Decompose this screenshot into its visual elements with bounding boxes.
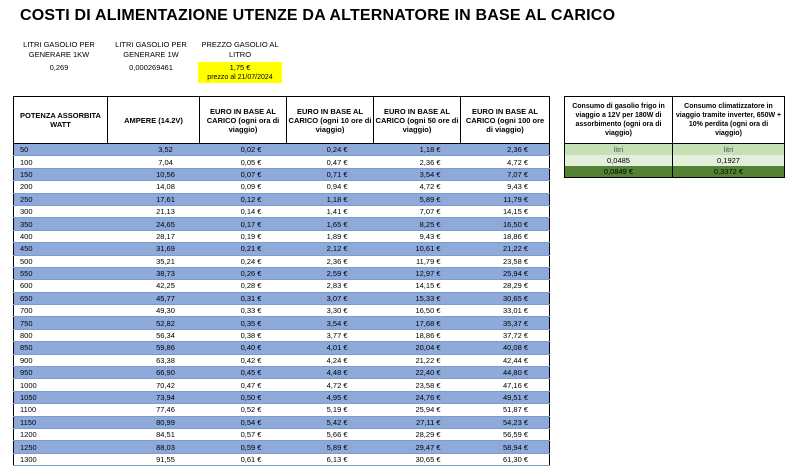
diesel-price-value: 1,75 €: [229, 63, 251, 72]
diesel-price-highlight: [198, 62, 282, 83]
euro-100h-cell: 4,72 €: [461, 156, 550, 168]
euro-10h-cell: 5,89 €: [287, 441, 374, 453]
table-row: [14, 267, 550, 279]
ampere-cell: 63,38: [108, 354, 200, 366]
power-cell: 300: [14, 205, 108, 217]
euro-1h-cell: 0,02 €: [200, 144, 287, 156]
euro-100h-cell: 40,08 €: [461, 342, 550, 354]
euro-10h-cell: 4,01 €: [287, 342, 374, 354]
fridge-liters: 0,0485: [565, 155, 673, 166]
table-row: [14, 193, 550, 205]
power-cell: 550: [14, 267, 108, 279]
liters-per-kw-value: 0,269: [49, 63, 69, 72]
euro-1h-cell: 0,61 €: [200, 453, 287, 465]
euro-100h-cell: 16,50 €: [461, 218, 550, 230]
euro-100h-cell: 33,01 €: [461, 305, 550, 317]
euro-100h-cell: 49,51 €: [461, 391, 550, 403]
euro-100h-cell: 18,86 €: [461, 230, 550, 242]
table-row: [14, 404, 550, 416]
table-row: [14, 181, 550, 193]
euro-10h-cell: 3,54 €: [287, 317, 374, 329]
table-row: [14, 441, 550, 453]
ampere-cell: 3,52: [108, 144, 200, 156]
unit-row: [565, 144, 785, 156]
euro-50h-cell: 5,89 €: [374, 193, 461, 205]
table-row: [14, 379, 550, 391]
euro-1h-cell: 0,50 €: [200, 391, 287, 403]
table-row: [14, 342, 550, 354]
table-row: [14, 367, 550, 379]
power-cell: 450: [14, 243, 108, 255]
table-row: [14, 243, 550, 255]
power-cell: 1050: [14, 391, 108, 403]
diesel-price-date: prezzo al 21/07/2024: [207, 74, 273, 81]
euro-50h-cell: 14,15 €: [374, 280, 461, 292]
euro-10h-cell: 5,19 €: [287, 404, 374, 416]
euro-1h-cell: 0,52 €: [200, 404, 287, 416]
liters-per-w-label: LITRI GASOLIO PER GENERARE 1W: [115, 40, 187, 59]
ampere-cell: 21,13: [108, 205, 200, 217]
euro-50h-cell: 12,97 €: [374, 267, 461, 279]
euro-100h-cell: 21,22 €: [461, 243, 550, 255]
euro-100h-cell: 35,37 €: [461, 317, 550, 329]
euro-10h-cell: 5,66 €: [287, 428, 374, 440]
ampere-cell: 49,30: [108, 305, 200, 317]
ampere-cell: 38,73: [108, 267, 200, 279]
power-cell: 1100: [14, 404, 108, 416]
euro-10h-cell: 1,41 €: [287, 205, 374, 217]
ampere-cell: 80,99: [108, 416, 200, 428]
ampere-cell: 17,61: [108, 193, 200, 205]
euro-1h-cell: 0,38 €: [200, 329, 287, 341]
euro-10h-cell: 2,83 €: [287, 280, 374, 292]
euro-10h-cell: 2,12 €: [287, 243, 374, 255]
euro-50h-cell: 15,33 €: [374, 292, 461, 304]
power-cell: 650: [14, 292, 108, 304]
euro-50h-cell: 9,43 €: [374, 230, 461, 242]
power-cell: 150: [14, 168, 108, 180]
euro-50h-cell: 10,61 €: [374, 243, 461, 255]
euro-10h-cell: 4,48 €: [287, 367, 374, 379]
euro-100h-cell: 54,23 €: [461, 416, 550, 428]
ampere-cell: 24,65: [108, 218, 200, 230]
euro-100h-cell: 58,94 €: [461, 441, 550, 453]
fridge-unit: litri: [565, 144, 673, 156]
euro-1h-cell: 0,21 €: [200, 243, 287, 255]
euro-1h-cell: 0,12 €: [200, 193, 287, 205]
ampere-cell: 77,46: [108, 404, 200, 416]
euro-10h-cell: 4,24 €: [287, 354, 374, 366]
table-row: [14, 453, 550, 465]
euro-50h-cell: 27,11 €: [374, 416, 461, 428]
table-row: [14, 205, 550, 217]
header-euro-per-10-hours: EURO IN BASE AL CARICO (ogni 10 ore di viaggio): [287, 97, 374, 144]
euro-10h-cell: 3,77 €: [287, 329, 374, 341]
ampere-cell: 84,51: [108, 428, 200, 440]
ampere-cell: 10,56: [108, 168, 200, 180]
euro-50h-cell: 25,94 €: [374, 404, 461, 416]
euro-10h-cell: 0,24 €: [287, 144, 374, 156]
euro-100h-cell: 30,65 €: [461, 292, 550, 304]
power-cell: 1250: [14, 441, 108, 453]
euro-100h-cell: 28,29 €: [461, 280, 550, 292]
table-row: [14, 255, 550, 267]
liters-per-w-block: [106, 40, 196, 73]
power-cell: 900: [14, 354, 108, 366]
power-cell: 500: [14, 255, 108, 267]
euro-100h-cell: 23,58 €: [461, 255, 550, 267]
euro-1h-cell: 0,40 €: [200, 342, 287, 354]
table-row: [14, 428, 550, 440]
euro-100h-cell: 2,36 €: [461, 144, 550, 156]
consumption-table-header: [565, 97, 785, 144]
euro-1h-cell: 0,45 €: [200, 367, 287, 379]
ampere-cell: 14,08: [108, 181, 200, 193]
ampere-cell: 52,82: [108, 317, 200, 329]
table-row: [14, 280, 550, 292]
ampere-cell: 73,94: [108, 391, 200, 403]
euro-50h-cell: 29,47 €: [374, 441, 461, 453]
table-row: [14, 230, 550, 242]
euro-10h-cell: 0,47 €: [287, 156, 374, 168]
euro-50h-cell: 20,04 €: [374, 342, 461, 354]
euro-1h-cell: 0,59 €: [200, 441, 287, 453]
euro-10h-cell: 0,94 €: [287, 181, 374, 193]
power-cell: 800: [14, 329, 108, 341]
cost-table-body: [14, 144, 550, 466]
table-row: [14, 144, 550, 156]
table-row: [14, 292, 550, 304]
aircon-cost: 0,3372 €: [673, 166, 785, 178]
euro-1h-cell: 0,33 €: [200, 305, 287, 317]
table-row: [14, 218, 550, 230]
euro-50h-cell: 11,79 €: [374, 255, 461, 267]
power-cell: 200: [14, 181, 108, 193]
ampere-cell: 91,55: [108, 453, 200, 465]
euro-10h-cell: 1,89 €: [287, 230, 374, 242]
euro-1h-cell: 0,54 €: [200, 416, 287, 428]
power-cell: 250: [14, 193, 108, 205]
liters-row: [565, 155, 785, 166]
euro-50h-cell: 3,54 €: [374, 168, 461, 180]
power-cell: 350: [14, 218, 108, 230]
euro-10h-cell: 6,13 €: [287, 453, 374, 465]
header-euro-per-hour: EURO IN BASE AL CARICO (ogni ora di viaggio): [200, 97, 287, 144]
header-fridge-consumption: Consumo di gasolio frigo in viaggio a 12V per 180W di assorbimento (ogni ora di viaggio): [565, 97, 673, 144]
euro-1h-cell: 0,42 €: [200, 354, 287, 366]
euro-100h-cell: 7,07 €: [461, 168, 550, 180]
euro-50h-cell: 28,29 €: [374, 428, 461, 440]
euro-50h-cell: 16,50 €: [374, 305, 461, 317]
euro-1h-cell: 0,05 €: [200, 156, 287, 168]
euro-10h-cell: 2,36 €: [287, 255, 374, 267]
header-euro-per-50-hours: EURO IN BASE AL CARICO (ogni 50 ore di viaggio): [374, 97, 461, 144]
euro-10h-cell: 0,71 €: [287, 168, 374, 180]
power-cell: 1000: [14, 379, 108, 391]
cost-row: [565, 166, 785, 178]
consumption-table: [564, 96, 785, 178]
liters-per-kw-block: [14, 40, 104, 73]
power-cell: 1300: [14, 453, 108, 465]
cost-table-header: [14, 97, 550, 144]
power-cell: 750: [14, 317, 108, 329]
table-row: [14, 168, 550, 180]
fridge-cost: 0,0849 €: [565, 166, 673, 178]
header-ampere: AMPERE (14.2V): [108, 97, 200, 144]
euro-100h-cell: 44,80 €: [461, 367, 550, 379]
power-cell: 950: [14, 367, 108, 379]
euro-1h-cell: 0,09 €: [200, 181, 287, 193]
euro-100h-cell: 14,15 €: [461, 205, 550, 217]
table-row: [14, 317, 550, 329]
table-row: [14, 156, 550, 168]
euro-1h-cell: 0,14 €: [200, 205, 287, 217]
euro-10h-cell: 1,65 €: [287, 218, 374, 230]
power-cell: 50: [14, 144, 108, 156]
euro-50h-cell: 23,58 €: [374, 379, 461, 391]
euro-100h-cell: 56,59 €: [461, 428, 550, 440]
liters-per-kw-label: LITRI GASOLIO PER GENERARE 1KW: [23, 40, 95, 59]
euro-10h-cell: 4,95 €: [287, 391, 374, 403]
euro-1h-cell: 0,07 €: [200, 168, 287, 180]
power-cell: 100: [14, 156, 108, 168]
cost-table: [13, 96, 550, 466]
table-row: [14, 391, 550, 403]
euro-100h-cell: 51,87 €: [461, 404, 550, 416]
euro-1h-cell: 0,19 €: [200, 230, 287, 242]
euro-100h-cell: 9,43 €: [461, 181, 550, 193]
euro-1h-cell: 0,57 €: [200, 428, 287, 440]
power-cell: 700: [14, 305, 108, 317]
ampere-cell: 66,90: [108, 367, 200, 379]
euro-10h-cell: 2,59 €: [287, 267, 374, 279]
power-cell: 400: [14, 230, 108, 242]
power-cell: 600: [14, 280, 108, 292]
euro-100h-cell: 25,94 €: [461, 267, 550, 279]
page-title: COSTI DI ALIMENTAZIONE UTENZE DA ALTERNATORE IN BASE AL CARICO: [20, 7, 616, 24]
ampere-cell: 70,42: [108, 379, 200, 391]
header-aircon-consumption: Consumo climatizzatore in viaggio tramite inverter, 650W + 10% perdita (ogni ora di viaggio): [673, 97, 785, 144]
ampere-cell: 42,25: [108, 280, 200, 292]
euro-10h-cell: 3,07 €: [287, 292, 374, 304]
ampere-cell: 88,03: [108, 441, 200, 453]
euro-100h-cell: 47,16 €: [461, 379, 550, 391]
power-cell: 1150: [14, 416, 108, 428]
euro-50h-cell: 1,18 €: [374, 144, 461, 156]
euro-50h-cell: 30,65 €: [374, 453, 461, 465]
euro-1h-cell: 0,31 €: [200, 292, 287, 304]
diesel-price-block: [198, 40, 282, 83]
table-row: [14, 329, 550, 341]
euro-50h-cell: 2,36 €: [374, 156, 461, 168]
euro-10h-cell: 4,72 €: [287, 379, 374, 391]
euro-1h-cell: 0,35 €: [200, 317, 287, 329]
euro-1h-cell: 0,24 €: [200, 255, 287, 267]
euro-10h-cell: 3,30 €: [287, 305, 374, 317]
diesel-price-label: PREZZO GASOLIO AL LITRO: [201, 40, 279, 59]
euro-50h-cell: 24,76 €: [374, 391, 461, 403]
euro-100h-cell: 61,30 €: [461, 453, 550, 465]
power-cell: 850: [14, 342, 108, 354]
ampere-cell: 59,86: [108, 342, 200, 354]
euro-100h-cell: 37,72 €: [461, 329, 550, 341]
euro-10h-cell: 5,42 €: [287, 416, 374, 428]
table-row: [14, 305, 550, 317]
euro-100h-cell: 42,44 €: [461, 354, 550, 366]
euro-50h-cell: 21,22 €: [374, 354, 461, 366]
ampere-cell: 28,17: [108, 230, 200, 242]
liters-per-w-value: 0,000269461: [129, 63, 173, 72]
power-cell: 1200: [14, 428, 108, 440]
ampere-cell: 45,77: [108, 292, 200, 304]
euro-50h-cell: 8,25 €: [374, 218, 461, 230]
header-power-watt: POTENZA ASSORBITA WATT: [14, 97, 108, 144]
euro-50h-cell: 22,40 €: [374, 367, 461, 379]
ampere-cell: 31,69: [108, 243, 200, 255]
ampere-cell: 56,34: [108, 329, 200, 341]
ampere-cell: 35,21: [108, 255, 200, 267]
euro-1h-cell: 0,17 €: [200, 218, 287, 230]
euro-100h-cell: 11,79 €: [461, 193, 550, 205]
euro-50h-cell: 7,07 €: [374, 205, 461, 217]
euro-50h-cell: 18,86 €: [374, 329, 461, 341]
aircon-unit: litri: [673, 144, 785, 156]
header-euro-per-100-hours: EURO IN BASE AL CARICO (ogni 100 ore di viaggio): [461, 97, 550, 144]
euro-10h-cell: 1,18 €: [287, 193, 374, 205]
aircon-liters: 0,1927: [673, 155, 785, 166]
euro-1h-cell: 0,28 €: [200, 280, 287, 292]
table-row: [14, 354, 550, 366]
euro-50h-cell: 4,72 €: [374, 181, 461, 193]
euro-50h-cell: 17,68 €: [374, 317, 461, 329]
table-row: [14, 416, 550, 428]
euro-1h-cell: 0,26 €: [200, 267, 287, 279]
ampere-cell: 7,04: [108, 156, 200, 168]
euro-1h-cell: 0,47 €: [200, 379, 287, 391]
